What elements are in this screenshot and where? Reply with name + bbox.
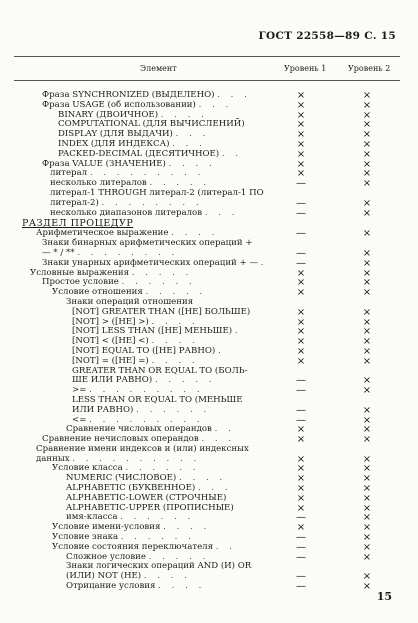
row-label-text: Условие отношения	[52, 287, 143, 298]
level1-mark: ×	[296, 90, 306, 101]
leader-dots: . . . . . . . .	[77, 247, 179, 258]
table-row	[0, 562, 418, 572]
page-number: 15	[376, 590, 392, 603]
level1-mark: ×	[296, 345, 306, 357]
level2-mark: ×	[362, 404, 372, 416]
leader-dots: . . . . .	[131, 267, 193, 278]
row-label-text: РАЗДЕЛ ПРОЦЕДУР	[22, 218, 134, 230]
row-label-text: [NOT] > ([НЕ] >)	[72, 316, 149, 327]
table-row	[0, 209, 418, 219]
leader-dots: . . . . .	[145, 287, 207, 298]
row-label-text: Условие класса	[52, 463, 123, 474]
level1-mark: ×	[296, 522, 306, 534]
level2-mark: ×	[362, 197, 372, 209]
row-label-text: несколько литералов	[50, 178, 147, 189]
header-bottom-rule	[14, 80, 400, 81]
leader-dots: . . . .	[158, 581, 206, 592]
row-label	[50, 209, 238, 219]
level1-mark: —	[296, 512, 306, 524]
level2-mark: ×	[362, 267, 372, 279]
level2-mark: ×	[362, 99, 372, 111]
leader-dots: . . .	[172, 138, 206, 149]
row-label-text: Сложное условие	[66, 551, 146, 562]
level2-mark: ×	[362, 571, 372, 583]
level1-mark: —	[296, 178, 306, 190]
level2-mark: ×	[362, 355, 372, 367]
row-label-text: (ИЛИ) NOT (НЕ)	[66, 571, 142, 582]
level1-mark: —	[296, 581, 306, 593]
table-row	[0, 288, 418, 298]
leader-dots: . . . . .	[149, 178, 211, 189]
row-label-text: BINARY (ДВОИЧНОЕ)	[58, 109, 159, 120]
level2-mark: ×	[362, 385, 372, 397]
leader-dots: . . . .	[151, 316, 199, 327]
column-header-element: Элемент	[140, 64, 177, 73]
leader-dots: . . . . . .	[125, 463, 200, 474]
leader-dots: . . . .	[151, 336, 199, 347]
level2-mark: ×	[362, 541, 372, 553]
row-label-text: Отрицание условия	[66, 581, 156, 592]
row-label-text: Арифметическое выражение	[36, 228, 169, 239]
leader-dots: . . .	[204, 207, 239, 218]
row-label-text: ИЛИ РАВНО)	[72, 404, 134, 415]
level1-mark: —	[296, 551, 306, 563]
level1-mark: ×	[296, 277, 306, 289]
header-top-rule	[14, 56, 400, 57]
level2-mark: ×	[362, 178, 372, 190]
level1-mark: ×	[296, 158, 306, 170]
row-label-text: Условие знака	[52, 532, 119, 543]
row-label-text: Фраза SYNCHRONIZED (ВЫДЕЛЕНО)	[42, 90, 215, 100]
row-label-text: Условные выражения	[30, 267, 130, 278]
row-label-text: GREATER THAN OR EQUAL TO (БОЛЬ-	[72, 365, 248, 376]
level2-mark: ×	[362, 207, 372, 219]
row-label-text: PACKED-DECIMAL (ДЕСЯТИЧНОЕ)	[58, 148, 220, 159]
leader-dots: . . . . . . . . .	[89, 168, 205, 179]
leader-dots: . . . . .	[154, 375, 216, 386]
level2-mark: ×	[362, 247, 372, 259]
row-label-text: COMPUTATIONAL (ДЛЯ ВЫЧИСЛЕНИЙ)	[58, 119, 245, 130]
row-label-text: Условие имени-условия	[52, 522, 161, 533]
level1-mark: ×	[296, 148, 306, 160]
row-label-text: Знаки унарных арифметических операций + —	[42, 257, 259, 268]
leader-dots: . . . . . .	[120, 512, 195, 523]
leader-dots: . . .	[198, 99, 233, 110]
level2-mark: ×	[362, 287, 372, 299]
level1-mark: —	[296, 571, 306, 583]
leader-dots: .	[234, 326, 242, 337]
leader-dots: . . . . . . . . .	[89, 385, 204, 396]
row-label	[66, 582, 205, 592]
row-label-text: литерал-1 THROUGH литерал-2 (литерал-1 ПО	[50, 187, 264, 198]
leader-dots: . . .	[217, 90, 251, 100]
level2-mark: ×	[362, 492, 372, 504]
leader-dots: . . . . .	[148, 551, 210, 562]
column-header-level2: Уровень 2	[348, 64, 391, 73]
row-label-text: INDEX (ДЛЯ ИНДЕКСА)	[58, 138, 170, 149]
level1-mark: ×	[296, 336, 306, 348]
row-label-text: ALPHABETIC (БУКВЕННОЕ)	[66, 483, 196, 494]
level1-mark: —	[296, 207, 306, 219]
row-label-text: Сравнение нечисловых операндов	[42, 434, 199, 445]
level1-mark: ×	[296, 109, 306, 121]
level2-mark: ×	[362, 257, 372, 269]
leader-dots: . .	[214, 424, 235, 435]
level2-mark: ×	[362, 316, 372, 328]
column-header-level1: Уровень 1	[284, 64, 327, 73]
level1-mark: ×	[296, 306, 306, 318]
level2-mark: ×	[362, 148, 372, 160]
row-label-text: NUMERIC (ЧИСЛОВОЕ)	[66, 473, 177, 484]
page-header: ГОСТ 22558—89 С. 15	[258, 30, 396, 42]
level2-mark: ×	[362, 551, 372, 563]
leader-dots: . . . . . . . .	[101, 197, 203, 208]
level2-mark: ×	[362, 532, 372, 544]
level1-mark: ×	[296, 267, 306, 279]
leader-dots: . . . . . . . . .	[89, 414, 204, 425]
level1-mark: ×	[296, 138, 306, 150]
table-row	[0, 347, 418, 357]
level1-mark: ×	[296, 434, 306, 446]
level2-mark: ×	[362, 90, 372, 101]
leader-dots: . . .	[175, 129, 210, 140]
level2-mark: ×	[362, 581, 372, 593]
row-label-text: [NOT] LESS THAN ([НЕ] МЕНЬШЕ)	[72, 326, 233, 337]
level2-mark: ×	[362, 483, 372, 495]
table-row	[0, 327, 418, 337]
table-row	[0, 504, 418, 514]
level1-mark: —	[296, 228, 306, 240]
row-label-text: Сравнение числовых операндов	[66, 424, 212, 435]
row-label-text: имя-класса	[66, 512, 118, 523]
level2-mark: ×	[362, 277, 372, 289]
level2-mark: ×	[362, 434, 372, 446]
row-label-text: <=	[72, 414, 87, 425]
row-label-text: данных	[36, 453, 70, 464]
leader-dots: . . . . . .	[120, 532, 195, 543]
row-label-text: литерал-2)	[50, 197, 99, 208]
level2-mark: ×	[362, 502, 372, 514]
level2-mark: ×	[362, 345, 372, 357]
level1-mark: ×	[296, 502, 306, 514]
level2-mark: ×	[362, 336, 372, 348]
leader-dots: . . . . . .	[136, 404, 211, 415]
level2-mark: ×	[362, 129, 372, 141]
leader-dots: . . . .	[163, 522, 211, 533]
level1-mark: ×	[296, 119, 306, 131]
level1-mark: ×	[296, 99, 306, 111]
row-label-text: Знаки логических операций AND (И) OR	[66, 561, 252, 572]
spec-table	[0, 91, 418, 592]
row-label-text: Фраза USAGE (об использовании)	[42, 99, 196, 110]
level2-mark: ×	[362, 109, 372, 121]
level2-mark: ×	[362, 306, 372, 318]
table-row	[0, 308, 418, 318]
row-label-text: Условие состояния переключателя	[52, 541, 214, 552]
row-label-text: Фраза VALUE (ЗНАЧЕНИЕ)	[42, 158, 166, 169]
row-label-text: Сравнение имени индексов и (или) индексных	[36, 443, 249, 454]
row-label-text: >=	[72, 385, 87, 396]
level1-mark: —	[296, 404, 306, 416]
row-label-text: LESS THAN OR EQUAL TO (МЕНЬШЕ	[72, 394, 243, 405]
level1-mark: —	[296, 197, 306, 209]
level2-mark: ×	[362, 375, 372, 387]
level1-mark: ×	[296, 326, 306, 338]
level2-mark: ×	[362, 138, 372, 150]
level2-mark: ×	[362, 228, 372, 240]
leader-dots: . . .	[197, 483, 232, 494]
level1-mark: ×	[296, 287, 306, 299]
row-label-text: Знаки бинарных арифметических операций +	[42, 238, 253, 249]
leader-dots: . . . .	[168, 158, 216, 169]
level2-mark: ×	[362, 522, 372, 534]
row-label-text: [NOT] EQUAL TO ([НЕ] РАВНО)	[72, 345, 216, 356]
row-label-text: Знаки операций отношения	[66, 296, 194, 307]
level2-mark: ×	[362, 119, 372, 131]
level2-mark: ×	[362, 414, 372, 426]
level2-mark: ×	[362, 453, 372, 465]
leader-dots: . . . . . .	[121, 277, 196, 288]
level2-mark: ×	[362, 512, 372, 524]
leader-dots: . . . .	[179, 473, 227, 484]
level1-mark: —	[296, 247, 306, 259]
table-row	[0, 406, 418, 416]
row-label-text: ALPHABETIC-LOWER (СТРОЧНЫЕ)	[66, 492, 227, 503]
level1-mark: ×	[296, 473, 306, 485]
row-label-text: Простое условие	[42, 277, 119, 288]
level1-mark: ×	[296, 424, 306, 436]
leader-dots: . . . .	[143, 571, 191, 582]
leader-dots: . . .	[201, 434, 236, 445]
row-label-text: литерал	[50, 168, 88, 179]
row-label-text: [NOT] = ([НЕ] =)	[72, 355, 149, 366]
leader-dots: . . . .	[171, 228, 219, 239]
level2-mark: ×	[362, 158, 372, 170]
table-row	[0, 572, 418, 582]
level2-mark: ×	[362, 463, 372, 475]
row-label-text: ALPHABETIC-UPPER (ПРОПИСНЫЕ)	[66, 502, 234, 513]
level1-mark: —	[296, 385, 306, 397]
level2-mark: ×	[362, 326, 372, 338]
level2-mark: ×	[362, 424, 372, 436]
level1-mark: ×	[296, 463, 306, 475]
level1-mark: —	[296, 532, 306, 544]
leader-dots: . . . .	[160, 109, 208, 120]
level1-mark: —	[296, 541, 306, 553]
level1-mark: ×	[296, 316, 306, 328]
row-label-text: [NOT] < ([НЕ] <)	[72, 336, 149, 347]
level1-mark: ×	[296, 492, 306, 504]
row-label-text: ШЕ ИЛИ РАВНО)	[72, 375, 153, 386]
level1-mark: ×	[296, 483, 306, 495]
row-label-text: DISPLAY (ДЛЯ ВЫДАЧИ)	[58, 129, 173, 140]
level1-mark: ×	[296, 129, 306, 141]
leader-dots: . . . . . . . . . .	[72, 453, 201, 464]
leader-dots: .	[217, 345, 225, 356]
level1-mark: ×	[296, 355, 306, 367]
row-label-text: — * / **	[42, 247, 75, 258]
leader-dots: .	[260, 257, 268, 268]
level1-mark: —	[296, 257, 306, 269]
level1-mark: —	[296, 414, 306, 426]
level2-mark: ×	[362, 168, 372, 180]
level1-mark: —	[296, 375, 306, 387]
level2-mark: ×	[362, 473, 372, 485]
leader-dots: . .	[221, 148, 243, 159]
level1-mark: ×	[296, 453, 306, 465]
row-label-text: несколько диапазонов литералов	[50, 207, 203, 218]
level1-mark: ×	[296, 168, 306, 180]
leader-dots: . .	[215, 541, 236, 552]
table-row	[0, 582, 418, 592]
table-row	[0, 376, 418, 386]
row-label-text: [NOT] GREATER THAN ([НЕ] БОЛЬШЕ)	[72, 306, 251, 317]
leader-dots: . . . .	[151, 355, 199, 366]
